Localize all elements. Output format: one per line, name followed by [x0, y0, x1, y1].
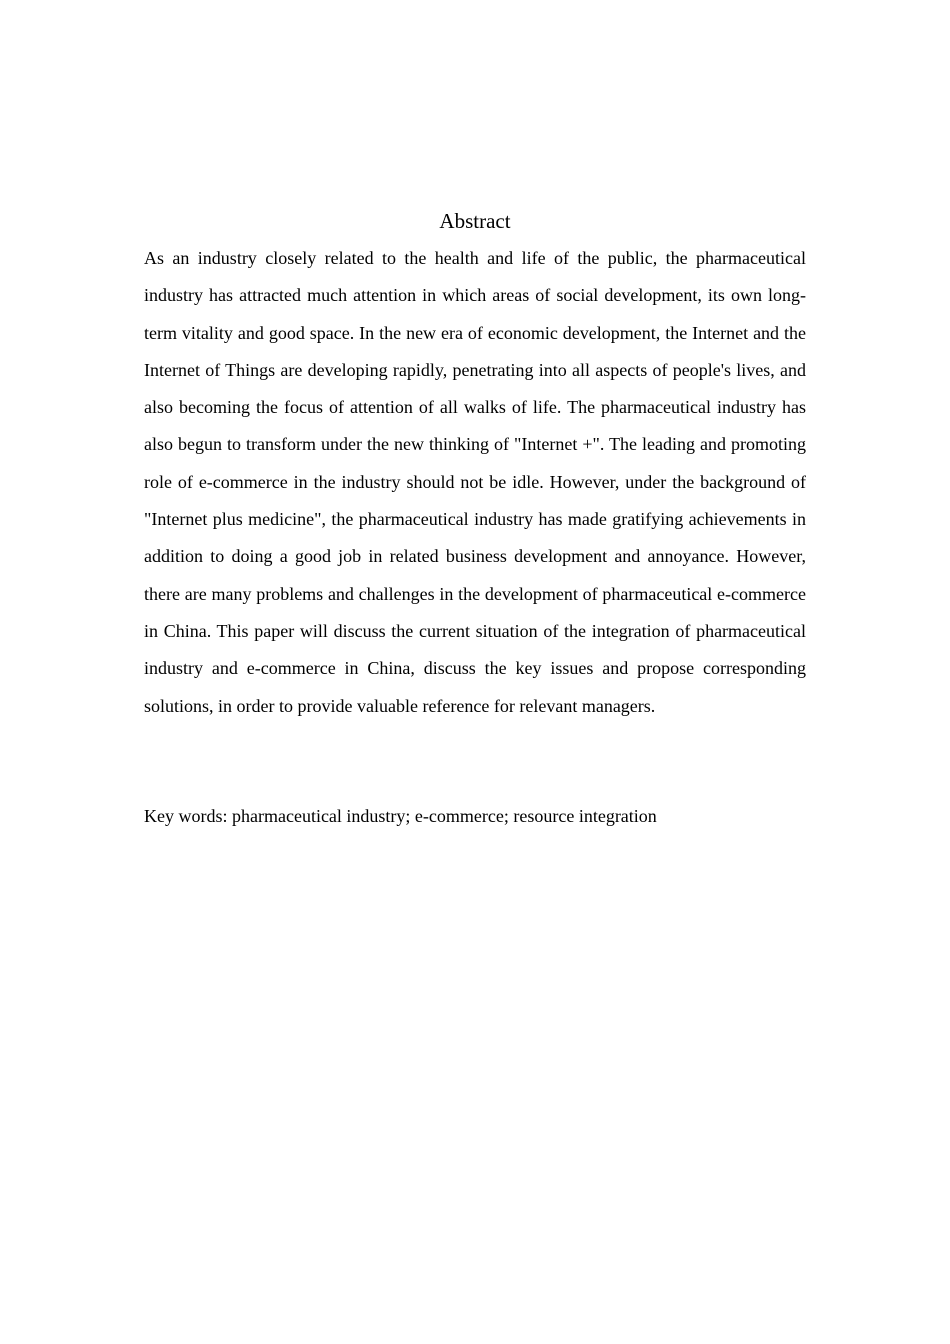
- abstract-title: Abstract: [439, 209, 511, 233]
- keywords-line: Key words: pharmaceutical industry; e-commerce; resource integration: [144, 806, 657, 826]
- abstract-body: As an industry closely related to the health and life of the public, the pharmaceutical industry has attracted much attention in which areas of social development, its own long-term vitality and good space. In the new era of economic development, the Internet and the Internet of Things are developing rapidly, penetrating into all aspects of people's lives, and also becoming the focus of attention of all walks of life. The pharmaceutical industry has also begun to transform under the new thinking of "Internet +". The leading and promoting role of e-commerce in the industry should not be idle. However, under the background of "Internet plus medicine", the pharmaceutical industry has made gratifying achievements in addition to doing a good job in related business development and annoyance. However, there are many problems and challenges in the development of pharmaceutical e-commerce in China. This paper will discuss the current situation of the integration of pharmaceutical industry and e-commerce in China, discuss the key issues and propose corresponding solutions, in order to provide valuable reference for relevant managers.: [144, 248, 806, 716]
